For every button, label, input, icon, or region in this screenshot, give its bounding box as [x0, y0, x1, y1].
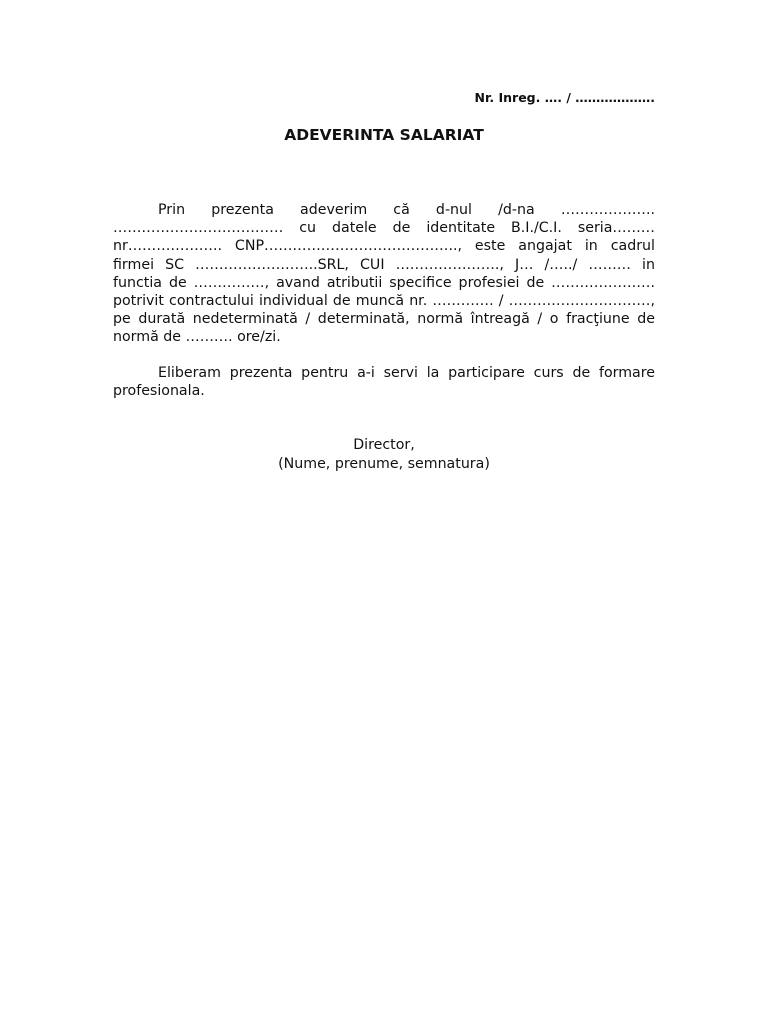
document-title: ADEVERINTA SALARIAT	[284, 126, 484, 144]
purpose-paragraph: Eliberam prezenta pentru a-i servi la participare curs de formare profesionala.	[113, 365, 655, 400]
signature-details: (Nume, prenume, semnatura)	[278, 455, 490, 472]
registration-number: Nr. Inreg. …. / ……………….	[474, 90, 655, 105]
signature-role: Director,	[353, 437, 415, 453]
employment-certificate-paragraph: Prin prezenta adeverim că d-nul /d-na ……………….. ……………………………… cu datele de identitate B.I./C.I. seria……… nr……………….. CNP………………………………….., este angajat in cadrul firmei SC ……………………..SRL, CUI …………………., J… /…../ ……… in functia de ……………, avand atributii specifice profesiei de …………………. potrivit contractului individual de muncă nr. …………. / …………………………, pe durată nedeterminată / determinată, normă întreagă / o fracţiune de normă de ………. ore/zi.	[113, 202, 655, 346]
signature-block	[113, 436, 655, 473]
